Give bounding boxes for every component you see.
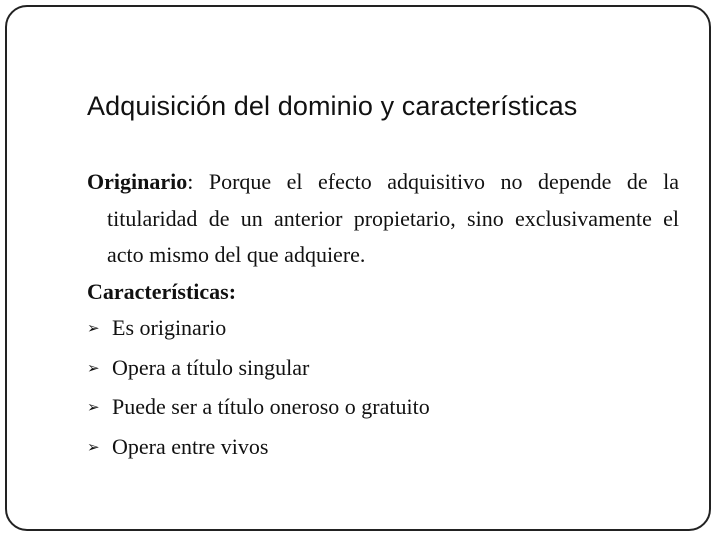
originario-paragraph bbox=[87, 164, 679, 274]
arrow-bullet-icon: ➢ bbox=[87, 439, 100, 456]
originario-text: Porque el efecto adquisitivo no depende de la titularidad de un anterior propietario, sino exclusivamente el acto mismo del que adquiere. bbox=[107, 169, 679, 267]
list-item-text: Opera entre vivos bbox=[112, 433, 269, 459]
list-item-text: Puede ser a título oneroso o gratuito bbox=[112, 394, 430, 419]
slide-title: Adquisición del dominio y características bbox=[87, 91, 578, 121]
list-item bbox=[87, 429, 679, 469]
arrow-bullet-icon: ➢ bbox=[87, 321, 100, 337]
slide bbox=[5, 5, 711, 531]
slide-body bbox=[87, 164, 679, 468]
characteristics-list bbox=[87, 310, 679, 468]
originario-term: Originario bbox=[87, 169, 188, 194]
list-item-text: Es originario bbox=[112, 315, 227, 340]
list-item-text: Opera a título singular bbox=[112, 354, 310, 380]
characteristics-heading: Características: bbox=[87, 278, 237, 304]
originario-colon: : bbox=[187, 169, 194, 194]
list-item bbox=[87, 310, 679, 350]
arrow-bullet-icon: ➢ bbox=[87, 400, 100, 416]
list-item bbox=[87, 389, 679, 429]
arrow-bullet-icon: ➢ bbox=[87, 360, 100, 377]
list-item bbox=[87, 350, 679, 390]
